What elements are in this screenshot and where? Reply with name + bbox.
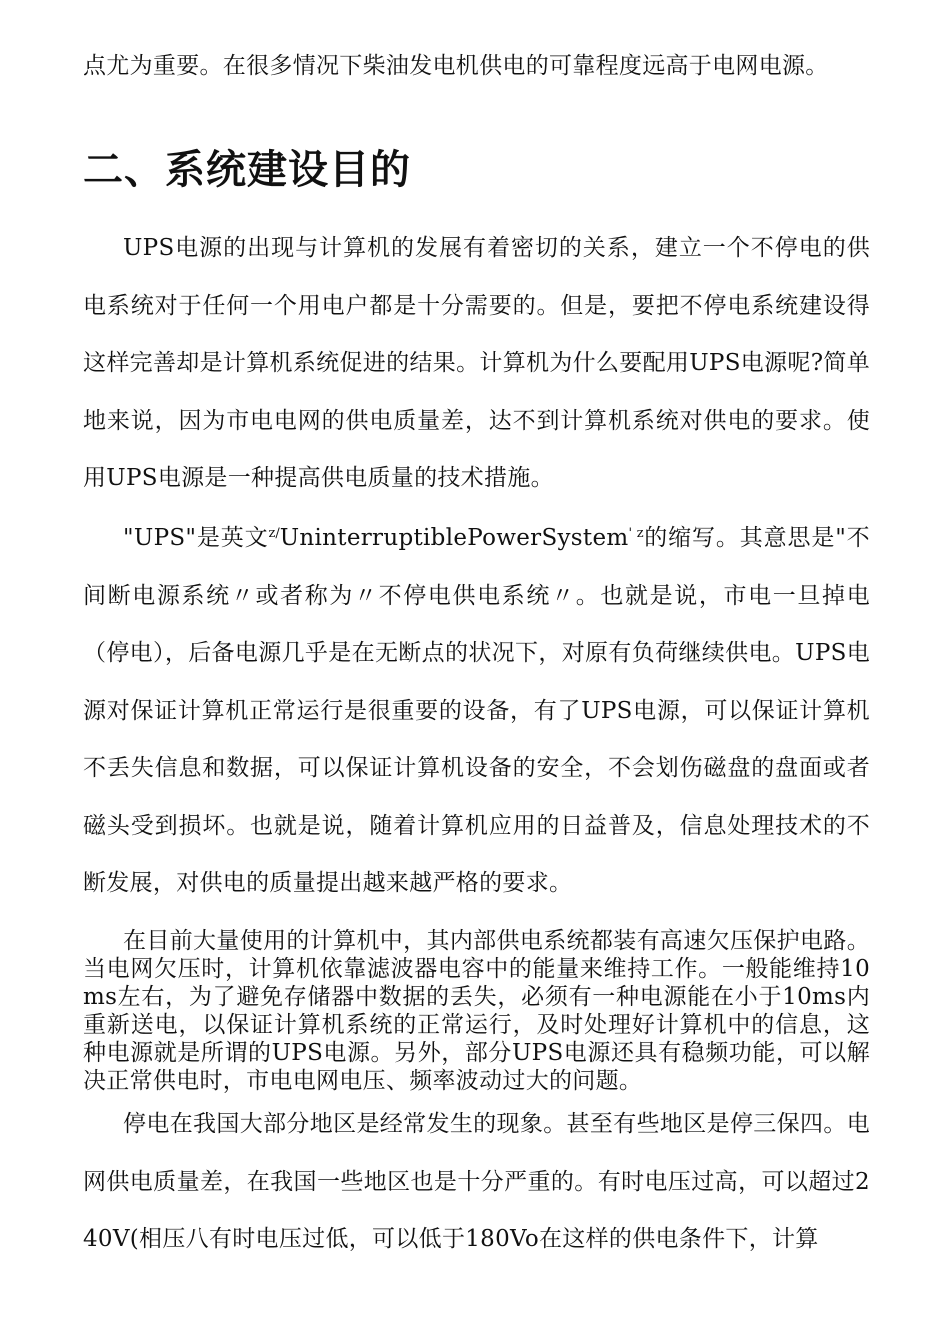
paragraph-ups-definition: [83, 505, 870, 913]
paragraph-power-outage: 停电在我国大部分地区是经常发生的现象。甚至有些地区是停三保四。电网供电质量差，在我国一些地区也是十分严重的。有时电压过高，可以超过240V(相压八有时电压过低，可以低于180Vo在这样的供电条件下，计算: [83, 1111, 870, 1252]
top-fragment-paragraph: 点尤为重要。在很多情况下柴油发电机供电的可靠程度远高于电网电源。: [83, 53, 829, 79]
english-term: UninterruptiblePowerSystem: [279, 525, 629, 551]
opening-mark: z/: [268, 526, 280, 541]
ups-definition-body: 的缩写。其意思是"不间断电源系统〃或者称为〃不停电供电系统〃。也就是说，市电一旦掉电（停电），后备电源几乎是在无断点的状况下，对原有负荷继续供电。UPS电源对保证计算机正常运行是很重要的设备，有了UPS电源，可以保证计算机不丢失信息和数据，可以保证计算机设备的安全，不会划伤磁盘的盘面或者磁头受到损坏。也就是说，随着计算机应用的日益普及，信息处理技术的不断发展，对供电的质量提出越来越严格的要求。: [83, 525, 870, 896]
paragraph-undervoltage: 在目前大量使用的计算机中，其内部供电系统都装有高速欠压保护电路。当电网欠压时，计算机依靠滤波器电容中的能量来维持工作。一般能维持10ms左右，为了避免存储器中数据的丢失，必须有一种电源能在小于10ms内重新送电，以保证计算机系统的正常运行，及时处理好计算机中的信息，这种电源就是所谓的UPS电源。另外，部分UPS电源还具有稳频功能，可以解决正常供电时，市电电网电压、频率波动过大的问题。: [83, 928, 870, 1094]
closing-mark: ' z: [628, 526, 644, 541]
section-heading: 二、系统建设目的: [83, 147, 411, 193]
paragraph-ups-origin: UPS电源的出现与计算机的发展有着密切的关系，建立一个不停电的供电系统对于任何一个用电户都是十分需要的。但是，要把不停电系统建设得这样完善却是计算机系统促进的结果。计算机为什么要配用UPS电源呢?简单地来说，因为市电电网的供电质量差，达不到计算机系统对供电的要求。使用UPS电源是一种提高供电质量的技术措施。: [83, 235, 870, 491]
ups-definition-intro: "UPS"是英文: [123, 525, 269, 551]
